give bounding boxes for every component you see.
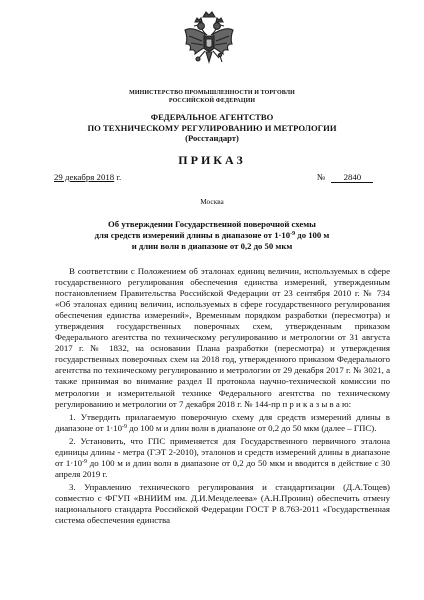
subject-line-2-end: до 100 м [295, 230, 330, 240]
order-date-suffix: г. [114, 172, 122, 182]
ministry-name [0, 90, 424, 105]
subject-line-3: и длин волн в диапазоне от 0,2 до 50 мкм [131, 241, 293, 251]
agency-line-1: ФЕДЕРАЛЬНОЕ АГЕНТСТВО [150, 112, 274, 122]
agency-line-2: ПО ТЕХНИЧЕСКОМУ РЕГУЛИРОВАНИЮ И МЕТРОЛОГИИ [87, 122, 337, 133]
order-date [54, 172, 121, 182]
coat-of-arms-icon [182, 8, 236, 72]
order-city: Москва [200, 197, 224, 206]
subject-line-1: Об утверждении Государственной поверочной схемы [108, 219, 316, 229]
subject-line-2-start: для средств измерений длины в диапазоне от 1·10 [94, 230, 291, 240]
order-body [55, 266, 390, 526]
paragraph-item-1 [55, 412, 390, 434]
item-2-end: до 100 м и длин волн в диапазоне от 0,2 до 50 мкм и вводится в действие с 30 апреля 2019 г. [55, 457, 390, 479]
item-2-start: 2. Установить, что ГПС применяется для Государственного первичного эталона единицы длины - метра (ГЭТ 2-2010), эталонов и средств измерений длины в диапазоне от 1·10 [55, 435, 390, 468]
order-number [317, 172, 387, 183]
order-subject [0, 219, 424, 252]
order-number-value: 2840 [331, 172, 373, 183]
subject-line-2 [0, 230, 424, 241]
paragraph-preamble: В соответствии с Положением об эталонах единиц величин, используемых в сфере государственного регулирования обеспечения единства измерений, утвержденным постановлением Правительства Российской Федерации от 23 сентября 2010 г. № 734 «Об эталонах единиц величин, используемых в сфере государственного регулирования обеспечения единства измерений», Временным порядком разработки (пересмотра) и утверждения государственных поверочных схем, утвержденным приказом Федерального агентства по техническому регулированию и метрологии от 31 августа 2017 г. № 1832, на основании Плана разработки (пересмотра) и утверждения государственных поверочных схем на 2018 год, утвержденного приказом Федерального агентства по техническому регулированию и метрологии от 29 декабря 2017 г. № 3021, а также принимая во внимание раздел II протокола научно-технической комиссии по метрологии и измерительной технике Федерального агентства по техническому регулированию и метрологии от 7 декабря 2018 г. № 144-пр п р и к а з ы в а ю: [55, 266, 390, 409]
item-1-start: 1. Утвердить прилагаемую поверочную схему для средств измерений длины в диапазоне от 1·10 [55, 411, 390, 433]
item-1-end: до 100 м и длин волн в диапазоне от 0,2 до 50 мкм (далее – ГПС). [127, 422, 377, 433]
ministry-line-2: РОССИЙСКОЙ ФЕДЕРАЦИИ [168, 97, 256, 104]
paragraph-item-2 [55, 436, 390, 480]
ministry-line-1: МИНИСТЕРСТВО ПРОМЫШЛЕННОСТИ И ТОРГОВЛИ [129, 90, 295, 96]
agency-name [0, 112, 424, 144]
order-date-value: 29 декабря 2018 [54, 172, 115, 182]
agency-short-name: (Росстандарт) [185, 133, 239, 143]
document-title: ПРИКАЗ [178, 153, 246, 167]
subject-line-2-exponent: -9 [290, 231, 296, 237]
order-number-label: № [317, 172, 326, 182]
paragraph-item-3: 3. Управлению технического регулирования и стандартизации (Д.А.Тощев) совместно с ФГУП «ВНИИМ им. Д.И.Менделеева» (А.Н.Пронин) обеспечить отмену национального стандарта Российской Федерации ГОСТ Р 8.763-2011 «Государственная система обеспечения единства [55, 481, 390, 526]
item-1-exponent: -9 [122, 423, 128, 430]
item-2-exponent: -9 [82, 458, 88, 465]
